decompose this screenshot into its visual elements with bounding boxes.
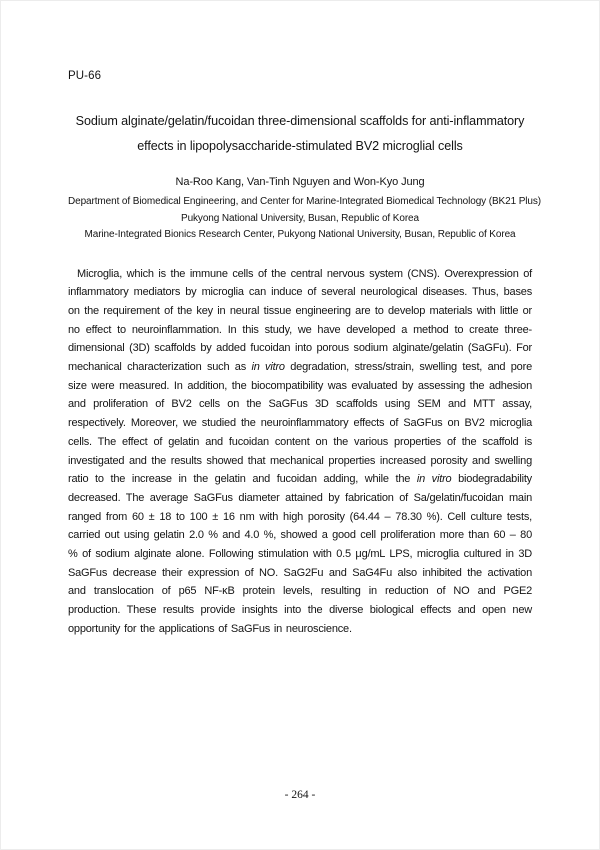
affiliation-line: Department of Biomedical Engineering, and Center for Marine-Integrated Biomedical Technology (BK21 Plus) — [68, 196, 542, 207]
paper-title — [68, 109, 532, 159]
paper-code: PU-66 — [68, 70, 102, 82]
paper-title-line2: effects in lipopolysaccharide-stimulated BV2 microglial cells — [137, 139, 463, 153]
affiliation-line: Marine-Integrated Bionics Research Center, Pukyong National University, Busan, Republic of Korea — [84, 229, 516, 240]
paper-title-line1: Sodium alginate/gelatin/fucoidan three-dimensional scaffolds for anti-inflammatory — [75, 114, 525, 128]
paper-authors: Na-Roo Kang, Van-Tinh Nguyen and Won-Kyo Jung — [175, 176, 425, 188]
page-number: - 264 - — [284, 789, 316, 801]
paper-affiliations — [68, 194, 542, 244]
abstract-text: Microglia, which is the immune cells of the central nervous system (CNS). Overexpression of inflammatory mediators by microglia can induce of several neurological diseases. Thus, bases on the requirement of the key in neural tissue engineering are to develop materials with little or no effect to neuroinflammation. In this study, we have developed a method to create three-dimensional (3D) scaffolds by added fucoidan into porous sodium alginate/gelatin (SaGFu). For mechanical characterization such as in vitro degradation, stress/strain, swelling test, and pore size were measured. In addition, the biocompatibility was evaluated by assessing the adhesion and proliferation of BV2 cells on the SaGFus 3D scaffolds using SEM and MTT assay, respectively. Moreover, we studied the neuroinflammatory effects of SaGFus on BV2 microglia cells. The effect of gelatin and fucoidan content on the various properties of the scaffold is investigated and the results showed that mechanical properties increased porosity and swelling ratio to the increase in the gelatin and fucoidan adding, while the in vitro biodegradability decreased. The average SaGFus diameter attained by fabrication of Sa/gelatin/fucoidan main ranged from 60 ± 18 to 100 ± 16 nm with high porosity (64.44 – 78.30 %). Cell culture tests, carried out using gelatin 2.0 % and 4.0 %, showed a good cell proliferation more than 60 – 80 % of sodium alginate alone. Following stimulation with 0.5 μg/mL LPS, microglia cultured in 3D SaGFus decrease their expression of NO. SaG2Fu and SaG4Fu also inhibited the activation and translocation of p65 NF-κB protein levels, resulting in reduction of NO and PGE2 production. These results provide insights into the diverse biological effects and open new opportunity for the applications of SaGFus in neuroscience. — [68, 267, 532, 635]
affiliation-line: Pukyong National University, Busan, Republic of Korea — [181, 212, 419, 224]
